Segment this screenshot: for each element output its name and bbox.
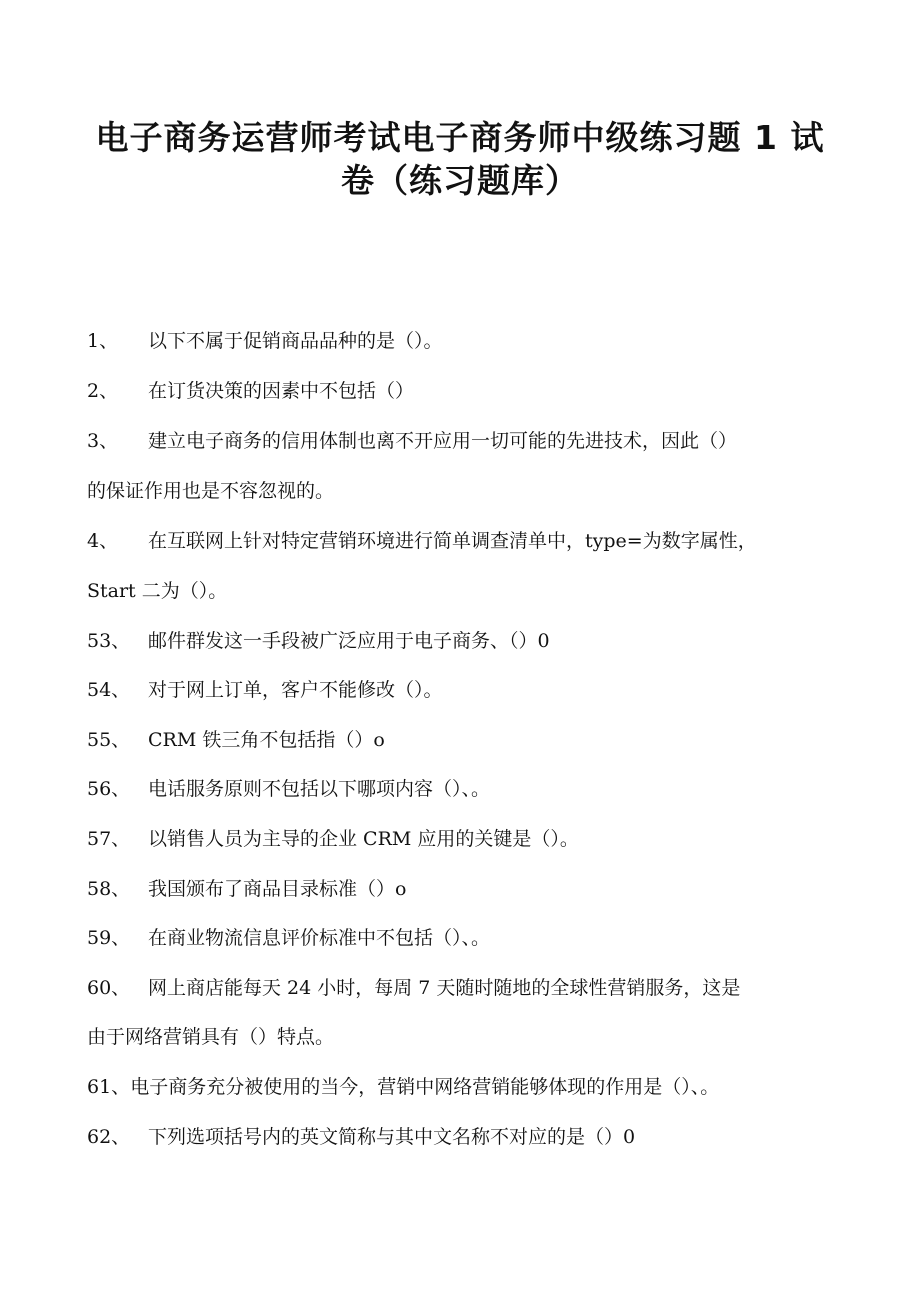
question-item <box>87 827 827 851</box>
question-number: 54、 <box>87 679 131 701</box>
question-item <box>87 1075 827 1099</box>
document-title-line-2: 卷（练习题库） <box>341 161 579 200</box>
question-item <box>87 678 827 702</box>
question-text: 在互联网上针对特定营销环境进行简单调查清单中，type=为数字属性， <box>148 530 757 552</box>
question-item <box>87 777 827 801</box>
question-text: CRM 铁三角不包括指（）o <box>148 729 385 751</box>
question-number: 1、 <box>87 330 119 352</box>
question-continuation: 的保证作用也是不容忽视的。 <box>87 480 335 502</box>
question-item <box>87 926 827 950</box>
question-text: 我国颁布了商品目录标准（）o <box>148 878 407 900</box>
question-item <box>87 629 827 653</box>
question-text: 对于网上订单，客户不能修改（）。 <box>148 679 443 701</box>
question-number: 56、 <box>87 778 131 800</box>
question-item <box>87 1125 827 1149</box>
question-item <box>87 976 827 1000</box>
question-item <box>87 379 827 403</box>
question-text: 在订货决策的因素中不包括（） <box>148 380 415 402</box>
question-text: 邮件群发这一手段被广泛应用于电子商务、（）0 <box>148 630 550 652</box>
question-item <box>87 529 827 553</box>
question-item <box>87 877 827 901</box>
question-text: 网上商店能每天 24 小时，每周 7 天随时随地的全球性营销服务，这是 <box>148 977 741 999</box>
question-number: 3、 <box>87 430 119 452</box>
question-text: 在商业物流信息评价标准中不包括（）、。 <box>148 927 491 949</box>
question-text: 以下不属于促销商品品种的是（）。 <box>148 330 443 352</box>
question-item <box>87 429 827 453</box>
question-number: 61、 <box>87 1076 131 1098</box>
question-number: 2、 <box>87 380 119 402</box>
question-number: 59、 <box>87 927 131 949</box>
question-item <box>87 728 827 752</box>
question-text: 电子商务充分被使用的当今，营销中网络营销能够体现的作用是（）、。 <box>130 1076 720 1098</box>
question-text: 以销售人员为主导的企业 CRM 应用的关键是（）。 <box>148 828 579 850</box>
question-text: 下列选项括号内的英文简称与其中文名称不对应的是（）0 <box>148 1126 636 1148</box>
question-number: 53、 <box>87 630 131 652</box>
question-text: 电话服务原则不包括以下哪项内容（）、。 <box>148 778 491 800</box>
document-title-line-1: 电子商务运营师考试电子商务师中级练习题 1 试 <box>95 118 825 157</box>
question-number: 62、 <box>87 1126 131 1148</box>
question-number: 4、 <box>87 530 119 552</box>
question-continuation: 由于网络营销具有（）特点。 <box>87 1026 335 1048</box>
question-number: 58、 <box>87 878 131 900</box>
question-number: 57、 <box>87 828 131 850</box>
question-continuation: Start 二为（）。 <box>87 580 228 602</box>
question-text: 建立电子商务的信用体制也离不开应用一切可能的先进技术，因此（） <box>148 430 738 452</box>
question-item <box>87 329 827 353</box>
question-number: 55、 <box>87 729 131 751</box>
question-number: 60、 <box>87 977 131 999</box>
